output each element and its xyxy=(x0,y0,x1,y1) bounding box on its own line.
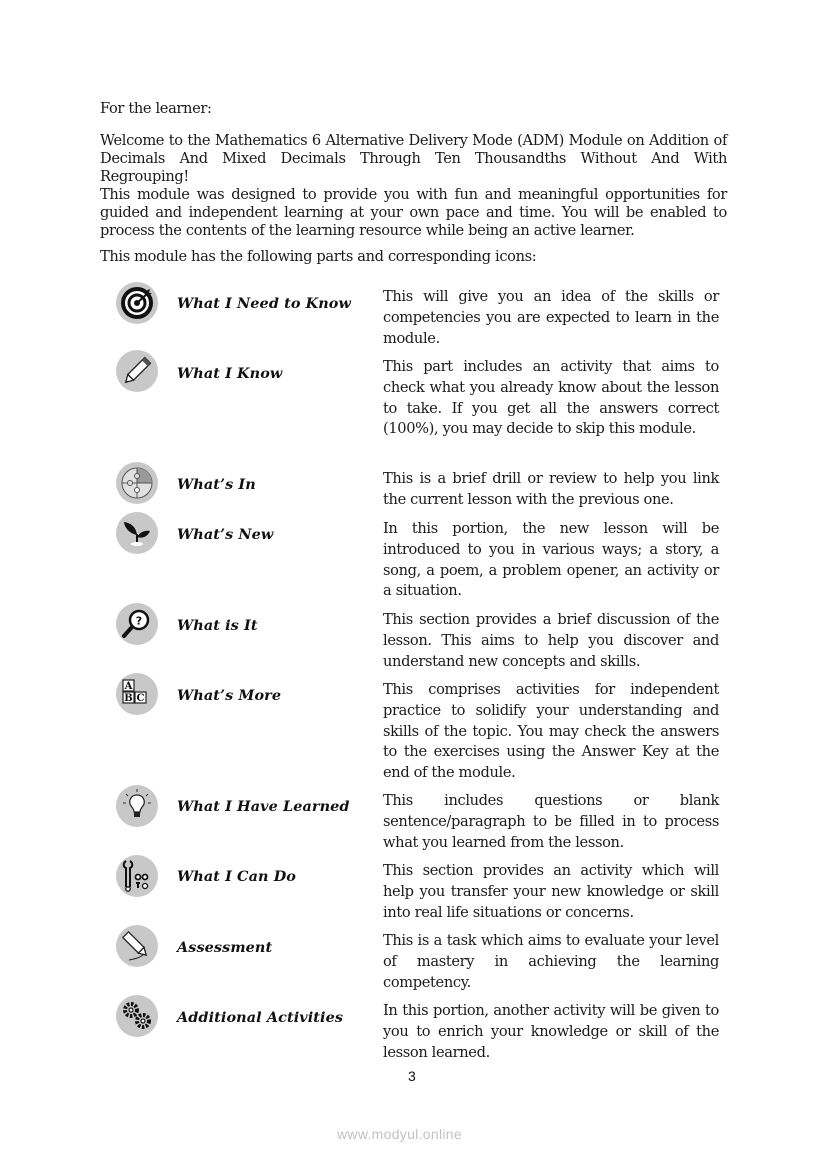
gears-icon xyxy=(116,995,158,1037)
puzzle-icon xyxy=(116,462,158,504)
welcome-paragraph: Welcome to the Mathematics 6 Alternative Delivery Mode (ADM) Module on Addition of Decimals And Mixed Decimals Through Ten Thousandths Without And With Regrouping! xyxy=(100,132,727,185)
sprout-icon xyxy=(116,512,158,554)
part-description: This part includes an activity that aims to check what you already know about the lesson to take. If you get all the answers correct (100%), you may decide to skip this module. xyxy=(383,358,719,438)
part-label: What’s In xyxy=(177,476,256,493)
part-label: What’s More xyxy=(177,687,282,704)
watermark: www.modyul.online xyxy=(337,1126,462,1142)
part-description: This will give you an idea of the skills or competencies you are expected to learn in the module. xyxy=(383,288,719,347)
pencil-icon xyxy=(116,350,158,392)
part-label: Additional Activities xyxy=(177,1009,344,1026)
part-label: What I Have Learned xyxy=(177,798,350,815)
part-description: In this portion, the new lesson will be introduced to you in various ways; a story, a song, a poem, a problem opener, an activity or a situation. xyxy=(383,520,719,600)
part-description: This is a brief drill or review to help you link the current lesson with the previous one. xyxy=(383,470,719,508)
page-number: 3 xyxy=(408,1068,416,1084)
part-description: This section provides an activity which will help you transfer your new knowledge or skill into real life situations or concerns. xyxy=(383,862,719,921)
svg-text:?: ? xyxy=(135,614,143,628)
part-label: Assessment xyxy=(177,939,273,956)
part-label: What is It xyxy=(177,617,258,634)
tools-icon xyxy=(116,855,158,897)
part-description: In this portion, another activity will be given to you to enrich your knowledge or skill of the lesson learned. xyxy=(383,1002,719,1061)
svg-text:B: B xyxy=(124,693,133,704)
magnifier-question-icon xyxy=(116,603,158,645)
abc-blocks-icon xyxy=(116,673,158,715)
module-purpose-paragraph: This module was designed to provide you with fun and meaningful opportunities for guided and independent learning at your own pace and time. You will be enabled to process the contents of the learning resource while being an active learner. xyxy=(100,186,727,239)
part-label: What’s New xyxy=(177,526,274,543)
part-description: This is a task which aims to evaluate your level of mastery in achieving the learning competency. xyxy=(383,932,719,991)
target-icon xyxy=(116,282,158,324)
part-label: What I Can Do xyxy=(177,868,296,885)
lightbulb-icon xyxy=(116,785,158,827)
svg-text:C: C xyxy=(136,693,145,704)
parts-intro-paragraph: This module has the following parts and corresponding icons: xyxy=(100,248,537,265)
part-description: This includes questions or blank sentence/paragraph to be filled in to process what you learned from the lesson. xyxy=(383,792,719,851)
part-description: This comprises activities for independent practice to solidify your understanding and skills of the topic. You may check the answers to the exercises using the Answer Key at the end of the module. xyxy=(383,681,719,782)
pen-writing-icon xyxy=(116,925,158,967)
part-label: What I Know xyxy=(177,365,283,382)
part-label: What I Need to Know xyxy=(177,295,351,312)
part-description: This section provides a brief discussion of the lesson. This aims to help you discover and understand new concepts and skills. xyxy=(383,611,719,670)
intro-label: For the learner: xyxy=(100,100,212,117)
svg-text:A: A xyxy=(124,681,133,692)
